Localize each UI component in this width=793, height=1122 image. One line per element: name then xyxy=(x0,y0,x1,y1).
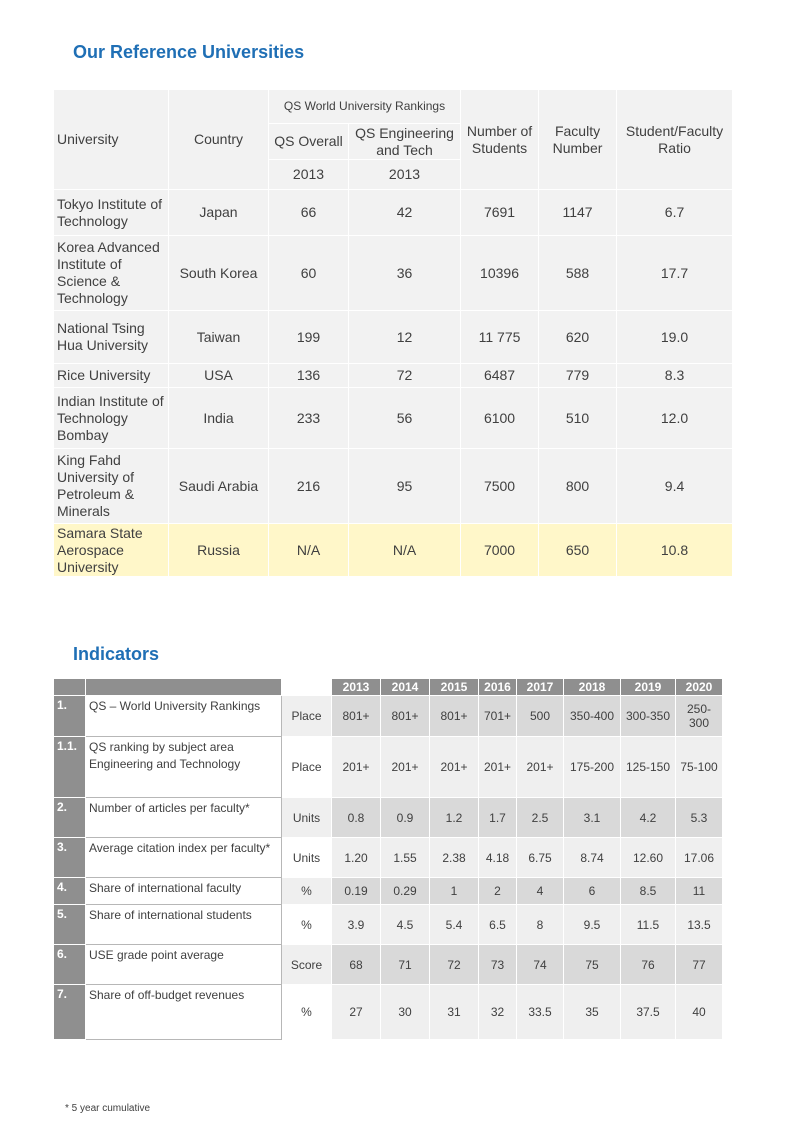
ratio-cell: 8.3 xyxy=(617,364,733,388)
indicator-value: 175-200 xyxy=(564,737,621,798)
indicators-title: Indicators xyxy=(73,644,160,664)
indicator-unit: Place xyxy=(282,696,332,737)
indicator-label: QS ranking by subject area Engineering and Technology xyxy=(86,737,282,798)
indicator-value: 5.4 xyxy=(430,905,479,945)
indicator-value: 4.18 xyxy=(479,838,517,878)
indicator-value: 500 xyxy=(517,696,564,737)
indicator-value: 27 xyxy=(332,985,381,1040)
faculty-cell: 779 xyxy=(539,364,617,388)
faculty-cell: 510 xyxy=(539,388,617,449)
faculty-cell: 1147 xyxy=(539,190,617,236)
indicator-value: 3.9 xyxy=(332,905,381,945)
qs-eng-cell: 95 xyxy=(349,449,461,524)
header-blank-cell xyxy=(282,679,332,696)
year-header: 2020 xyxy=(676,679,723,696)
students-cell: 7000 xyxy=(461,524,539,577)
qs-overall-cell: 60 xyxy=(269,236,349,311)
indicator-value: 1.7 xyxy=(479,798,517,838)
qs-overall-cell: 136 xyxy=(269,364,349,388)
indicator-value: 32 xyxy=(479,985,517,1040)
indicator-label: Number of articles per faculty* xyxy=(86,798,282,838)
university-row xyxy=(54,236,733,311)
indicator-value: 13.5 xyxy=(676,905,723,945)
indicator-label: QS – World University Rankings xyxy=(86,696,282,737)
indicator-value: 74 xyxy=(517,945,564,985)
indicator-value: 2.38 xyxy=(430,838,479,878)
indicator-value: 8 xyxy=(517,905,564,945)
students-cell: 10396 xyxy=(461,236,539,311)
university-row xyxy=(54,311,733,364)
qs-overall-cell: 199 xyxy=(269,311,349,364)
indicator-value: 11.5 xyxy=(621,905,676,945)
indicator-value: 72 xyxy=(430,945,479,985)
university-name: King Fahd University of Petroleum & Minerals xyxy=(54,449,169,524)
qs-overall-cell: 216 xyxy=(269,449,349,524)
country-cell: South Korea xyxy=(169,236,269,311)
indicator-row xyxy=(54,838,723,878)
indicator-value: 4.5 xyxy=(381,905,430,945)
indicator-value: 201+ xyxy=(381,737,430,798)
indicator-value: 0.19 xyxy=(332,878,381,905)
indicator-value: 8.74 xyxy=(564,838,621,878)
university-name: Indian Institute of Technology Bombay xyxy=(54,388,169,449)
indicator-row xyxy=(54,905,723,945)
faculty-cell: 800 xyxy=(539,449,617,524)
indicator-value: 2 xyxy=(479,878,517,905)
university-name: Samara State Aerospace University xyxy=(54,524,169,577)
header-ratio: Student/Faculty Ratio xyxy=(617,90,733,190)
country-cell: Taiwan xyxy=(169,311,269,364)
university-name: Tokyo Institute of Technology xyxy=(54,190,169,236)
indicator-value: 1.2 xyxy=(430,798,479,838)
indicators-table xyxy=(53,678,723,1040)
qs-eng-cell: 36 xyxy=(349,236,461,311)
indicator-unit: % xyxy=(282,878,332,905)
indicator-value: 73 xyxy=(479,945,517,985)
qs-eng-cell: N/A xyxy=(349,524,461,577)
indicator-number: 2. xyxy=(54,798,86,838)
indicator-value: 5.3 xyxy=(676,798,723,838)
country-cell: Japan xyxy=(169,190,269,236)
year-header: 2018 xyxy=(564,679,621,696)
indicator-row xyxy=(54,985,723,1040)
university-row xyxy=(54,388,733,449)
header-qs-eng: QS Engineering and Tech xyxy=(349,124,461,160)
students-cell: 7691 xyxy=(461,190,539,236)
indicator-value: 37.5 xyxy=(621,985,676,1040)
years-header-row xyxy=(54,679,723,696)
indicator-number: 1. xyxy=(54,696,86,737)
faculty-cell: 620 xyxy=(539,311,617,364)
indicator-number: 1.1. xyxy=(54,737,86,798)
indicator-label: Share of off-budget revenues xyxy=(86,985,282,1040)
indicator-unit: Score xyxy=(282,945,332,985)
indicator-label: USE grade point average xyxy=(86,945,282,985)
indicator-value: 76 xyxy=(621,945,676,985)
year-header: 2013 xyxy=(332,679,381,696)
indicator-value: 201+ xyxy=(430,737,479,798)
indicator-value: 250-300 xyxy=(676,696,723,737)
indicator-value: 1 xyxy=(430,878,479,905)
indicator-row xyxy=(54,737,723,798)
ratio-cell: 6.7 xyxy=(617,190,733,236)
indicator-value: 350-400 xyxy=(564,696,621,737)
indicator-value: 71 xyxy=(381,945,430,985)
indicator-label: Share of international faculty xyxy=(86,878,282,905)
students-cell: 6100 xyxy=(461,388,539,449)
ratio-cell: 17.7 xyxy=(617,236,733,311)
footnote: * 5 year cumulative xyxy=(65,1103,151,1114)
year-header: 2014 xyxy=(381,679,430,696)
reference-universities-table xyxy=(53,89,733,577)
indicator-value: 40 xyxy=(676,985,723,1040)
indicator-value: 201+ xyxy=(332,737,381,798)
indicator-row xyxy=(54,945,723,985)
indicator-value: 201+ xyxy=(479,737,517,798)
students-cell: 7500 xyxy=(461,449,539,524)
indicator-unit: Units xyxy=(282,838,332,878)
country-cell: Saudi Arabia xyxy=(169,449,269,524)
indicator-value: 9.5 xyxy=(564,905,621,945)
indicator-unit: % xyxy=(282,905,332,945)
indicator-value: 12.60 xyxy=(621,838,676,878)
ratio-cell: 19.0 xyxy=(617,311,733,364)
ratio-cell: 12.0 xyxy=(617,388,733,449)
indicator-value: 801+ xyxy=(430,696,479,737)
indicator-value: 125-150 xyxy=(621,737,676,798)
indicator-value: 3.1 xyxy=(564,798,621,838)
year-header: 2015 xyxy=(430,679,479,696)
indicator-value: 2.5 xyxy=(517,798,564,838)
country-cell: USA xyxy=(169,364,269,388)
year-header: 2017 xyxy=(517,679,564,696)
indicator-row xyxy=(54,798,723,838)
indicator-number: 4. xyxy=(54,878,86,905)
indicator-value: 300-350 xyxy=(621,696,676,737)
indicator-value: 0.9 xyxy=(381,798,430,838)
indicator-value: 201+ xyxy=(517,737,564,798)
qs-overall-cell: 66 xyxy=(269,190,349,236)
faculty-cell: 650 xyxy=(539,524,617,577)
indicator-number: 3. xyxy=(54,838,86,878)
reference-universities-title: Our Reference Universities xyxy=(73,42,305,62)
ratio-cell: 10.8 xyxy=(617,524,733,577)
indicator-row xyxy=(54,878,723,905)
university-row xyxy=(54,524,733,577)
indicator-label: Average citation index per faculty* xyxy=(86,838,282,878)
ratio-cell: 9.4 xyxy=(617,449,733,524)
indicator-value: 1.20 xyxy=(332,838,381,878)
indicator-value: 17.06 xyxy=(676,838,723,878)
indicator-value: 30 xyxy=(381,985,430,1040)
qs-eng-cell: 72 xyxy=(349,364,461,388)
indicator-value: 31 xyxy=(430,985,479,1040)
indicator-value: 75 xyxy=(564,945,621,985)
indicator-value: 6.5 xyxy=(479,905,517,945)
university-row xyxy=(54,364,733,388)
qs-eng-cell: 56 xyxy=(349,388,461,449)
header-university: University xyxy=(54,90,169,190)
university-name: Rice University xyxy=(54,364,169,388)
header-year-eng: 2013 xyxy=(349,160,461,190)
indicator-unit: Units xyxy=(282,798,332,838)
indicator-value: 1.55 xyxy=(381,838,430,878)
faculty-cell: 588 xyxy=(539,236,617,311)
university-name: National Tsing Hua University xyxy=(54,311,169,364)
header-blank-cell xyxy=(86,679,282,696)
indicator-value: 4.2 xyxy=(621,798,676,838)
header-qs-group: QS World University Rankings xyxy=(269,90,461,124)
header-blank-cell xyxy=(54,679,86,696)
qs-overall-cell: 233 xyxy=(269,388,349,449)
indicator-unit: % xyxy=(282,985,332,1040)
students-cell: 6487 xyxy=(461,364,539,388)
indicator-value: 801+ xyxy=(381,696,430,737)
indicator-value: 0.8 xyxy=(332,798,381,838)
indicator-value: 68 xyxy=(332,945,381,985)
header-year-overall: 2013 xyxy=(269,160,349,190)
header-qs-overall: QS Overall xyxy=(269,124,349,160)
university-row xyxy=(54,190,733,236)
header-row xyxy=(54,90,733,124)
indicator-value: 6.75 xyxy=(517,838,564,878)
qs-overall-cell: N/A xyxy=(269,524,349,577)
indicator-value: 6 xyxy=(564,878,621,905)
university-row xyxy=(54,449,733,524)
indicator-value: 801+ xyxy=(332,696,381,737)
indicator-value: 11 xyxy=(676,878,723,905)
year-header: 2019 xyxy=(621,679,676,696)
university-name: Korea Advanced Institute of Science & Technology xyxy=(54,236,169,311)
qs-eng-cell: 42 xyxy=(349,190,461,236)
year-header: 2016 xyxy=(479,679,517,696)
indicator-value: 77 xyxy=(676,945,723,985)
header-students: Number of Students xyxy=(461,90,539,190)
header-country: Country xyxy=(169,90,269,190)
indicator-value: 701+ xyxy=(479,696,517,737)
header-faculty: Faculty Number xyxy=(539,90,617,190)
indicator-value: 33.5 xyxy=(517,985,564,1040)
indicator-value: 8.5 xyxy=(621,878,676,905)
country-cell: India xyxy=(169,388,269,449)
indicator-label: Share of international students xyxy=(86,905,282,945)
country-cell: Russia xyxy=(169,524,269,577)
indicator-number: 5. xyxy=(54,905,86,945)
qs-eng-cell: 12 xyxy=(349,311,461,364)
indicator-number: 7. xyxy=(54,985,86,1040)
indicator-row xyxy=(54,696,723,737)
indicator-value: 0.29 xyxy=(381,878,430,905)
indicator-value: 35 xyxy=(564,985,621,1040)
students-cell: 11 775 xyxy=(461,311,539,364)
indicator-value: 75-100 xyxy=(676,737,723,798)
indicator-unit: Place xyxy=(282,737,332,798)
indicator-number: 6. xyxy=(54,945,86,985)
indicator-value: 4 xyxy=(517,878,564,905)
